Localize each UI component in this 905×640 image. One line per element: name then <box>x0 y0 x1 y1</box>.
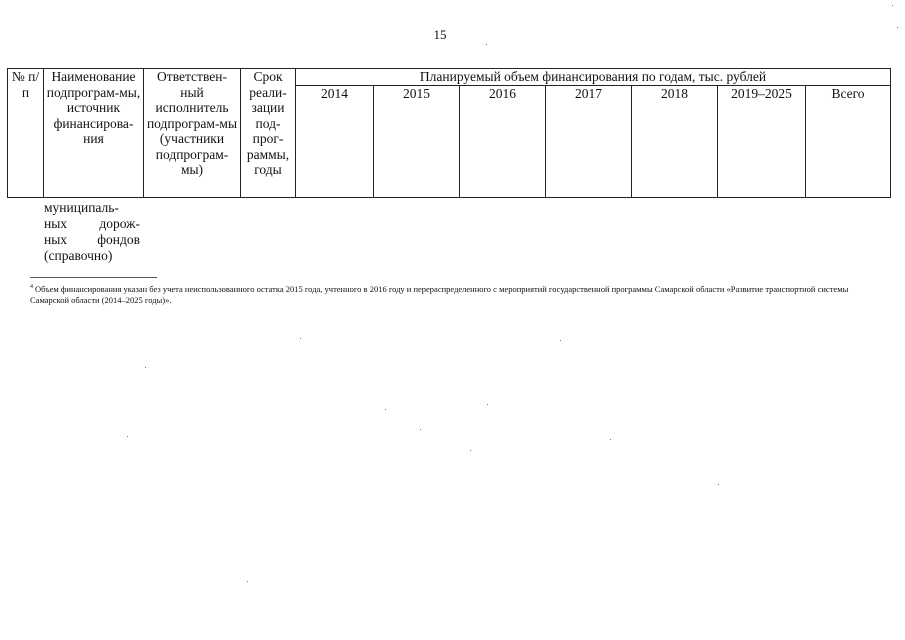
header-year-2019-2025: 2019–2025 <box>718 86 806 198</box>
header-year-2018: 2018 <box>632 86 718 198</box>
continuation-line <box>44 248 140 264</box>
scan-speck <box>718 484 719 485</box>
header-year-2016: 2016 <box>460 86 546 198</box>
header-subprogram-name: Наименование подпрограм-мы, источник финансирова-ния <box>44 69 144 198</box>
scan-speck <box>127 436 128 437</box>
continuation-line <box>44 232 140 248</box>
continuation-word: фондов <box>97 232 140 247</box>
header-year-2015: 2015 <box>374 86 460 198</box>
continuation-line <box>44 216 140 232</box>
continuation-word: муниципаль- <box>44 200 119 215</box>
continuation-line <box>44 200 140 216</box>
header-executor: Ответствен-ный исполнитель подпрограм-мы (участники подпрограм-мы) <box>144 69 241 198</box>
scan-speck <box>145 367 146 368</box>
continuation-word: ных <box>44 216 68 231</box>
scan-speck <box>247 581 248 582</box>
scan-speck <box>486 44 487 45</box>
financing-table <box>7 68 891 198</box>
name-column-continuation <box>44 200 140 264</box>
scan-speck <box>300 338 301 339</box>
scan-speck <box>420 429 421 430</box>
continuation-word: дорож- <box>99 216 140 231</box>
continuation-word: (справочно) <box>44 248 113 263</box>
header-year-2014: 2014 <box>296 86 374 198</box>
page-number: 15 <box>433 27 447 42</box>
continuation-word: ных <box>44 232 68 247</box>
scan-speck <box>560 340 561 341</box>
scan-speck <box>487 404 488 405</box>
scan-speck <box>470 450 471 451</box>
footnote <box>30 284 870 306</box>
footnote-marker: 4 <box>30 284 33 291</box>
scan-speck <box>892 5 893 6</box>
header-planned-financing: Планируемый объем финансирования по годам, тыс. рублей <box>296 69 891 86</box>
footnote-separator <box>30 277 157 278</box>
header-total: Всего <box>806 86 891 198</box>
header-year-2017: 2017 <box>546 86 632 198</box>
scan-speck <box>610 439 611 440</box>
scan-speck <box>385 409 386 410</box>
header-term: Срок реали-зации под-прог-раммы, годы <box>241 69 296 198</box>
header-number: № п/п <box>8 69 44 198</box>
scan-speck <box>897 27 898 28</box>
footnote-text: Объем финансирования указан без учета неиспользованного остатка 2015 года, учтенного в 2016 году и перераспределенного с мероприятий государственной программы Самарской области «Развитие транспортной системы Самарской области (2014–2025 годы)». <box>30 284 849 305</box>
